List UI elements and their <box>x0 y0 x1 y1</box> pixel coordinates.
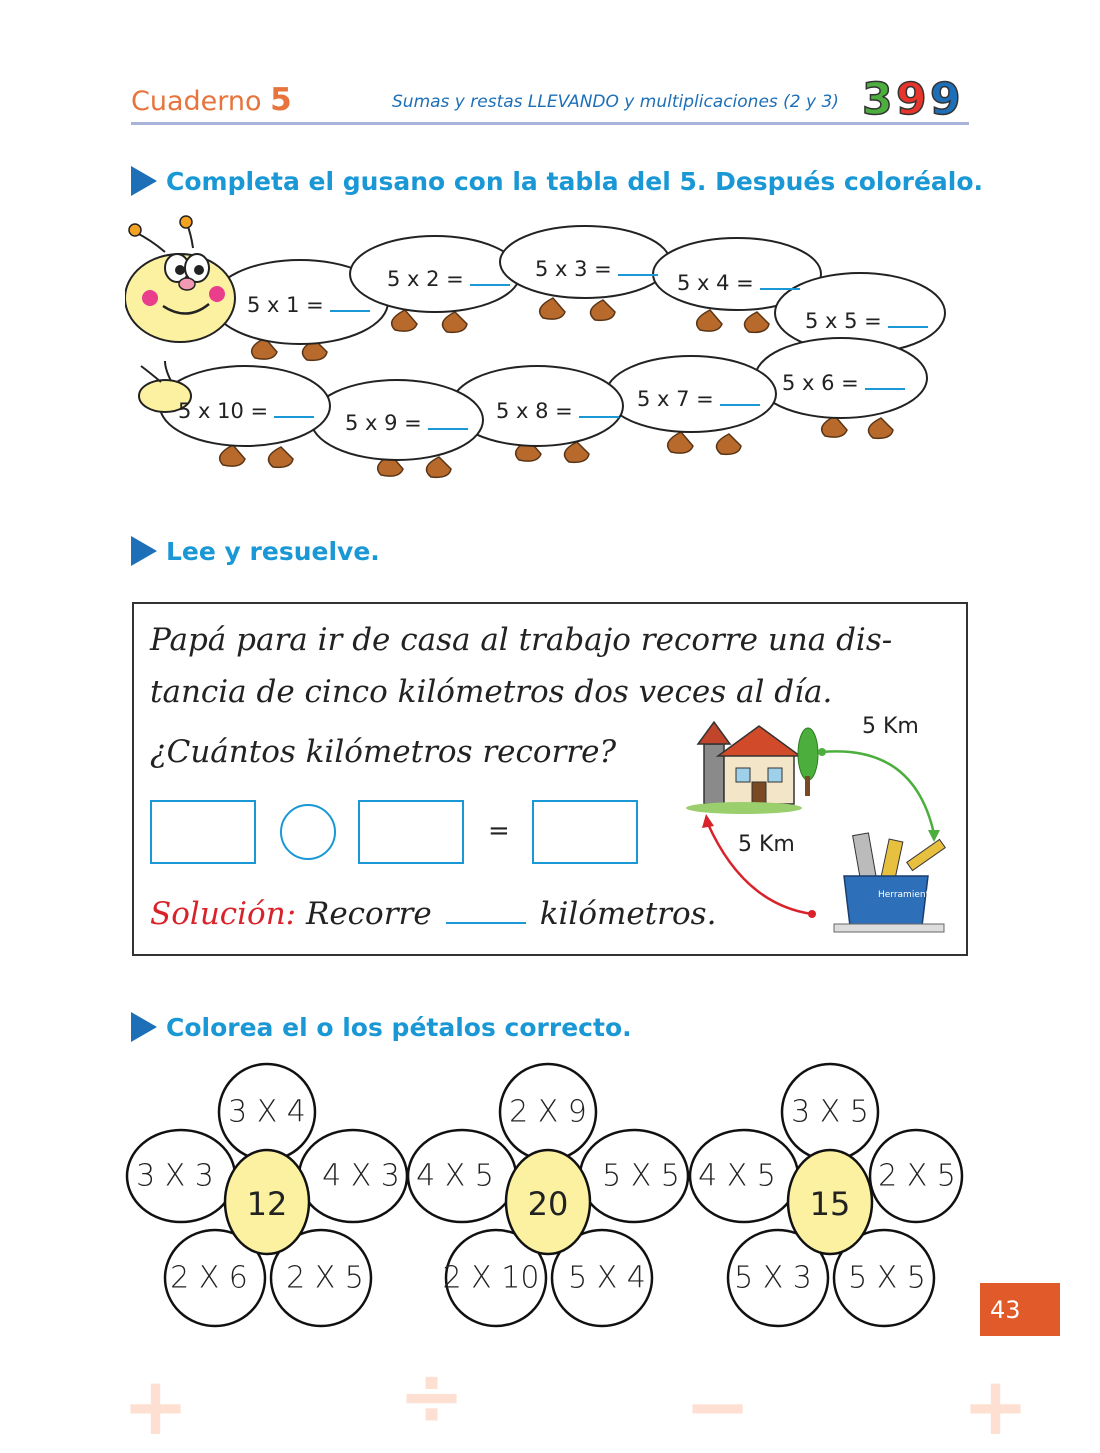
worm-segment: 5 x 10 = <box>178 398 314 423</box>
answer-box-operand-1[interactable] <box>150 800 256 864</box>
petal-bottom-left[interactable]: 2 X 10 <box>442 1260 540 1296</box>
answer-blank[interactable] <box>618 256 658 276</box>
section-arrow-icon <box>131 166 157 196</box>
petal-right[interactable]: 2 X 5 <box>878 1158 956 1194</box>
solution-line <box>150 896 716 932</box>
petal-left[interactable]: 4 X 5 <box>698 1158 776 1194</box>
answer-box-operand-2[interactable] <box>358 800 464 864</box>
section-title-problem: Lee y resuelve. <box>166 536 380 566</box>
petal-bottom-right[interactable]: 5 X 5 <box>848 1260 926 1296</box>
notebook-title <box>131 82 292 118</box>
answer-blank[interactable] <box>470 266 510 286</box>
solution-prefix: Recorre <box>306 896 432 932</box>
answer-box-result[interactable] <box>532 800 638 864</box>
notebook-number: 5 <box>270 82 292 118</box>
header-divider <box>131 122 969 125</box>
logo-399 <box>856 74 976 134</box>
solution-suffix: kilómetros. <box>539 896 717 932</box>
petal-bottom-right[interactable]: 5 X 4 <box>568 1260 646 1296</box>
section-arrow-icon <box>131 536 157 566</box>
watermark-plus-icon: + <box>962 1360 1030 1453</box>
worm-segment: 5 x 9 = <box>345 410 468 435</box>
flower-center: 15 <box>809 1185 851 1223</box>
page-subtitle: Sumas y restas LLEVANDO y multiplicaciones (2 y 3) <box>392 92 839 112</box>
logo-digit-3: 9 <box>930 74 961 125</box>
worm-segment: 5 x 7 = <box>637 386 760 411</box>
house-icon <box>686 722 818 814</box>
section-heading-worm <box>131 166 983 196</box>
worm-segment: 5 x 3 = <box>535 256 658 281</box>
petal-bottom-right[interactable]: 2 X 5 <box>286 1260 364 1296</box>
toolbox-label: Herramientas <box>878 890 940 900</box>
answer-blank[interactable] <box>274 398 314 418</box>
petal-right[interactable]: 5 X 5 <box>602 1158 680 1194</box>
petal-left[interactable]: 3 X 3 <box>136 1158 214 1194</box>
logo-digit-1: 3 <box>862 74 893 125</box>
petal-top[interactable]: 3 X 5 <box>791 1094 869 1130</box>
worm-segment: 5 x 4 = <box>677 270 800 295</box>
answer-blank[interactable] <box>579 398 619 418</box>
problem-line-1: Papá para ir de casa al trabajo recorre una dis- <box>150 622 893 658</box>
distance-label-top: 5 Km <box>862 714 919 739</box>
watermark-divide-icon: ÷ <box>398 1350 466 1443</box>
house-toolbox-illustration <box>684 704 964 944</box>
petal-top[interactable]: 2 X 9 <box>509 1094 587 1130</box>
worm-segment: 5 x 6 = <box>782 370 905 395</box>
watermark-minus-icon: − <box>684 1360 752 1453</box>
worm-segment: 5 x 1 = <box>247 292 370 317</box>
petal-top[interactable]: 3 X 4 <box>228 1094 306 1130</box>
section-heading-problem <box>131 536 380 566</box>
toolbox-icon <box>834 833 945 932</box>
answer-blank[interactable] <box>760 270 800 290</box>
worm-segment: 5 x 5 = <box>805 308 928 333</box>
distance-label-bottom: 5 Km <box>738 832 795 857</box>
equals-sign: = <box>488 816 510 846</box>
answer-blank[interactable] <box>428 410 468 430</box>
logo-digit-2: 9 <box>896 74 927 125</box>
answer-blank[interactable] <box>888 308 928 328</box>
section-title-flowers: Colorea el o los pétalos correcto. <box>166 1012 632 1042</box>
section-arrow-icon <box>131 1012 157 1042</box>
answer-blank[interactable] <box>330 292 370 312</box>
solution-blank[interactable] <box>446 902 526 924</box>
petal-left[interactable]: 4 X 5 <box>416 1158 494 1194</box>
petal-right[interactable]: 4 X 3 <box>322 1158 400 1194</box>
solution-label: Solución: <box>150 896 297 932</box>
petal-bottom-left[interactable]: 2 X 6 <box>170 1260 248 1296</box>
problem-question: ¿Cuántos kilómetros recorre? <box>150 734 617 770</box>
answer-blank[interactable] <box>865 370 905 390</box>
answer-blank[interactable] <box>720 386 760 406</box>
flower-center: 12 <box>246 1185 288 1223</box>
watermark-plus-icon: + <box>122 1360 190 1453</box>
page-number: 43 <box>980 1283 1060 1336</box>
section-heading-flowers <box>131 1012 632 1042</box>
petal-bottom-left[interactable]: 5 X 3 <box>734 1260 812 1296</box>
worm-segment: 5 x 8 = <box>496 398 619 423</box>
problem-box <box>132 602 968 956</box>
worm-exercise <box>125 210 965 500</box>
flower-center: 20 <box>527 1185 569 1223</box>
problem-line-2: tancia de cinco kilómetros dos veces al día. <box>150 674 833 710</box>
worm-drawing <box>125 210 965 500</box>
worm-segment: 5 x 2 = <box>387 266 510 291</box>
flowers-exercise <box>125 1060 965 1340</box>
section-title-worm: Completa el gusano con la tabla del 5. Después coloréalo. <box>166 166 984 196</box>
notebook-label: Cuaderno <box>131 86 262 117</box>
operator-circle[interactable] <box>280 804 336 860</box>
